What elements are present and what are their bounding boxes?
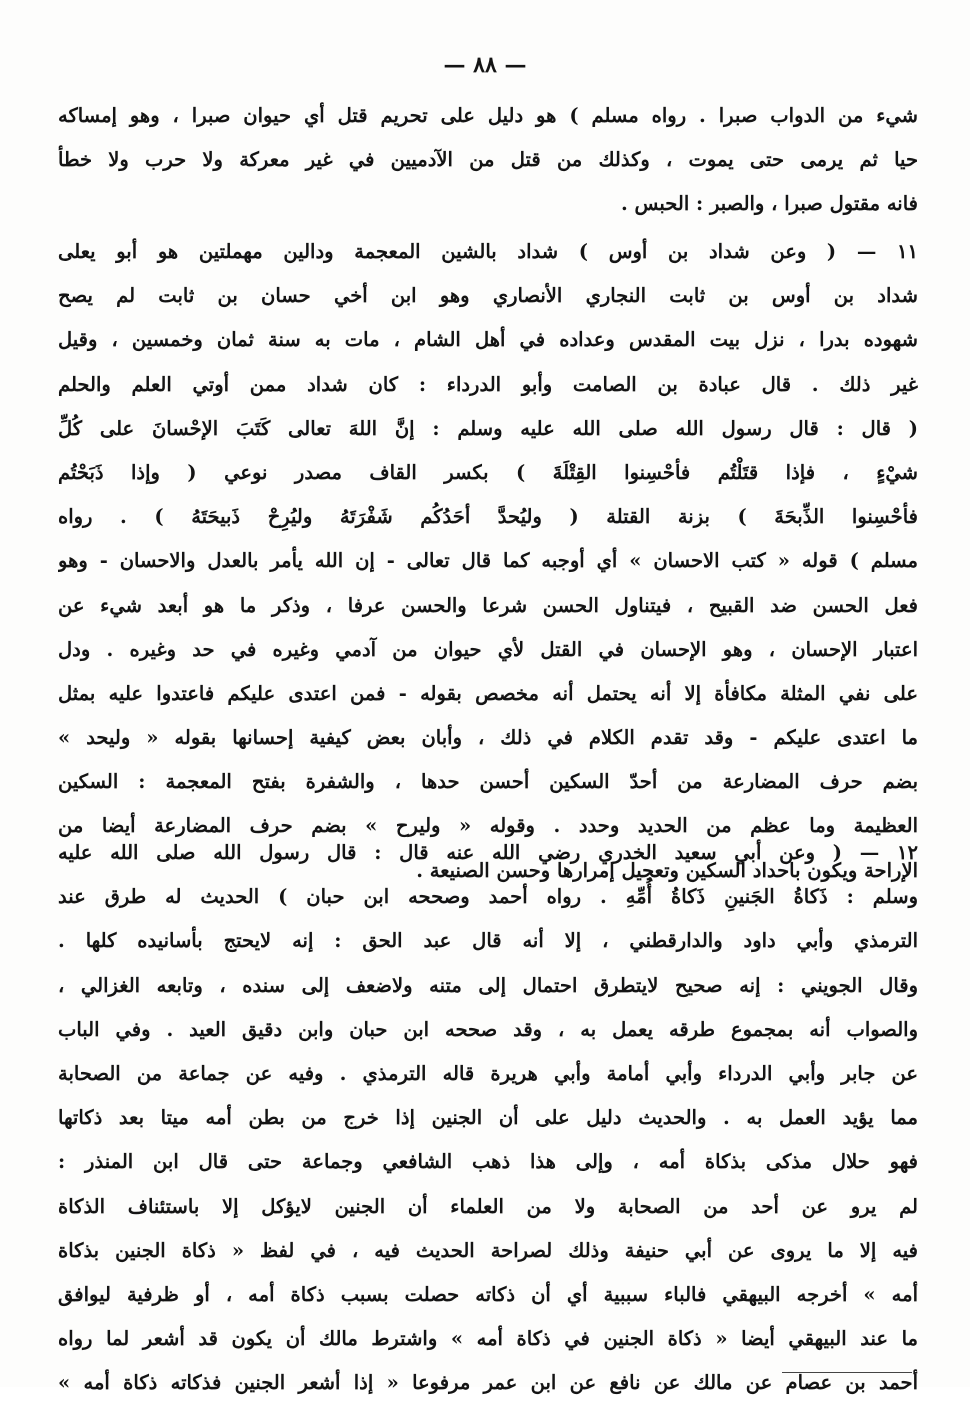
text-line: والصواب أنه بمجموع طرقه يعمل به ، وقد صححه ابن حبان وابن دقيق العيد . وفي الباب <box>58 1017 918 1041</box>
text-line: حيا ثم يرمى حتى يموت ، وكذلك من قتل من الآدميين في غير معركة ولا حرب ولا خطأ <box>58 148 918 172</box>
paragraph-1 <box>58 94 918 227</box>
text-line: فهو حلال مذكى بذكاة أمه ، وإلى هذا ذهب الشافعي وجماعة حتى قال ابن المنذر : <box>58 1150 918 1174</box>
text-line: ما اعتدى عليكم - وقد تقدم الكلام في ذلك ، وأبان بعض كيفية إحسانها بقوله « وليحد » <box>58 726 918 750</box>
text-line: اعتبار الإحسان ، وهو الإحسان في القتل لأي حيوان من آدمي وغيره في حد وغيره . ودل <box>58 637 918 661</box>
text-line: لم يرو عن أحد من الصحابة ولا من العلماء أن الجنين لايؤكل إلا باستئناف الذكاة <box>58 1194 918 1218</box>
text-line: على نفي المثلة مكافأة إلا أنه يحتمل أنه مخصص بقوله - فمن اعتدى عليكم فاعتدوا عليه بمثل <box>58 681 918 705</box>
text-line: فعل الحسن ضد القبيح ، فيتناول الحسن شرعا والحسن عرفا ، وذكر ما هو أبعد شيء عن <box>58 593 918 617</box>
text-line: الإراحة ويكون باحداد السكين وتعجيل إمرارها وحسن الصنيعة . <box>416 858 918 882</box>
text-line: أحمد بن عصام عن مالك عن نافع عن ابن عمر مرفوعا « إذا أشعر الجنين فذكاته ذكاة أمه » <box>58 1371 918 1395</box>
text-line: العظيمة وما عظم من الحديد وحدد . وقوله « وليرح » بضم حرف المضارعة أيضا من <box>58 814 918 838</box>
paragraph-11 <box>58 230 918 893</box>
text-line: ( قال : قال رسول الله صلى الله عليه وسلم : إنَّ اللهَ تعالى كَتَبَ الإحْسانَ على كُلِّ <box>58 416 918 440</box>
text-line: عن جابر وأبي الدرداء وأبي أمامة وأبي هريرة قاله الترمذي . وفيه عن جماعة من الصحابة <box>58 1061 918 1085</box>
text-line: فيه إلا ما يروى عن أبي حنيفة وذلك لصراحة الحديث فيه ، في لفظ « ذكاة الجنين بذكاة <box>58 1238 918 1262</box>
text-line: ١١ — ( وعن شداد بن أوس ) شداد بالشين المعجمة ودالين مهملتين هو أبو يعلى <box>58 240 918 263</box>
text-line: شهوده بدرا ، نزل بيت المقدس وعداده في أهل الشام ، مات به سنة ثمان وخمسين ، وقيل <box>58 328 918 352</box>
page-number: — ٨٨ — <box>443 52 527 78</box>
text-line: شداد بن أوس بن ثابت النجاري الأنصاري وهو ابن أخي حسان بن ثابت لم يصح <box>58 284 918 308</box>
text-line: وقال الجويني : إنه صحيح لايتطرق احتمال إلى متنه ولاضعف إلى سنده ، وتابعه الغزالي ، <box>58 973 918 997</box>
text-line: مسلم ) قوله « كتب الاحسان » أي أوجبه كما قال تعالى - إن الله يأمر بالعدل والاحسان - وهو <box>58 549 918 573</box>
text-line: ١٢ — ( وعن أبي سعيد الخدري رضي الله عنه قال : قال رسول الله صلى الله عليه <box>58 841 918 864</box>
text-line: فانه مقتول صبرا ، والصبر : الحبس . <box>620 192 918 216</box>
text-line: وسلم : ذَكاةُ الجَنينِ ذَكاةُ أُمِّهِ . رواه أحمد وصححه ابن حبان ) الحديث له طرق عند <box>58 885 918 909</box>
text-line: فأحْسِنوا الذِّبحَةَ ) بزنة القتلة ( وليُحدَّ أحَدُكُم شَفْرَتَهُ وليُرِحْ ذَبيحَتَهُ ) . رواه <box>58 505 918 529</box>
text-line: بضم حرف المضارعة من أحدّ السكين أحسن حدها ، والشفرة بفتح المعجمة : السكين <box>58 770 918 794</box>
text-line: أمه » أخرجه البيهقي فالباء سببية أي أن ذكاته حصلت بسبب ذكاة أمه ، أو ظرفية ليوافق <box>58 1282 918 1306</box>
text-line: غير ذلك . قال عبادة بن الصامت وأبو الدرداء : كان شداد ممن أوتي العلم والحلم <box>58 372 918 396</box>
paragraph-12 <box>58 831 918 1405</box>
footer-rule <box>782 1372 912 1373</box>
text-line: الترمذي وأبي داود والدارقطني ، إلا أنه قال عبد الحق : إنه لايحتج بأسانيده كلها . <box>58 929 918 953</box>
text-line: شيْءٍ ، فإذا قتَلْتُم فأحْسِنوا القِتْلَةَ ) بكسر القاف مصدر نوعي ( وإذا ذَبَحْتُم <box>58 460 918 484</box>
text-line: مما يؤيد العمل به . والحديث دليل على أن الجنين إذا خرج من بطن أمه ميتا بعد ذكاتها <box>58 1106 918 1130</box>
text-line: ما عند البيهقي أيضا « ذكاة الجنين في ذكاة أمه » واشترط مالك أن يكون قد أشعر لما رواه <box>58 1327 918 1351</box>
text-line: شيء من الدواب صبرا . رواه مسلم ) هو دليل على تحريم قتل أي حيوان صبرا ، وهو إمساكه <box>58 104 918 127</box>
